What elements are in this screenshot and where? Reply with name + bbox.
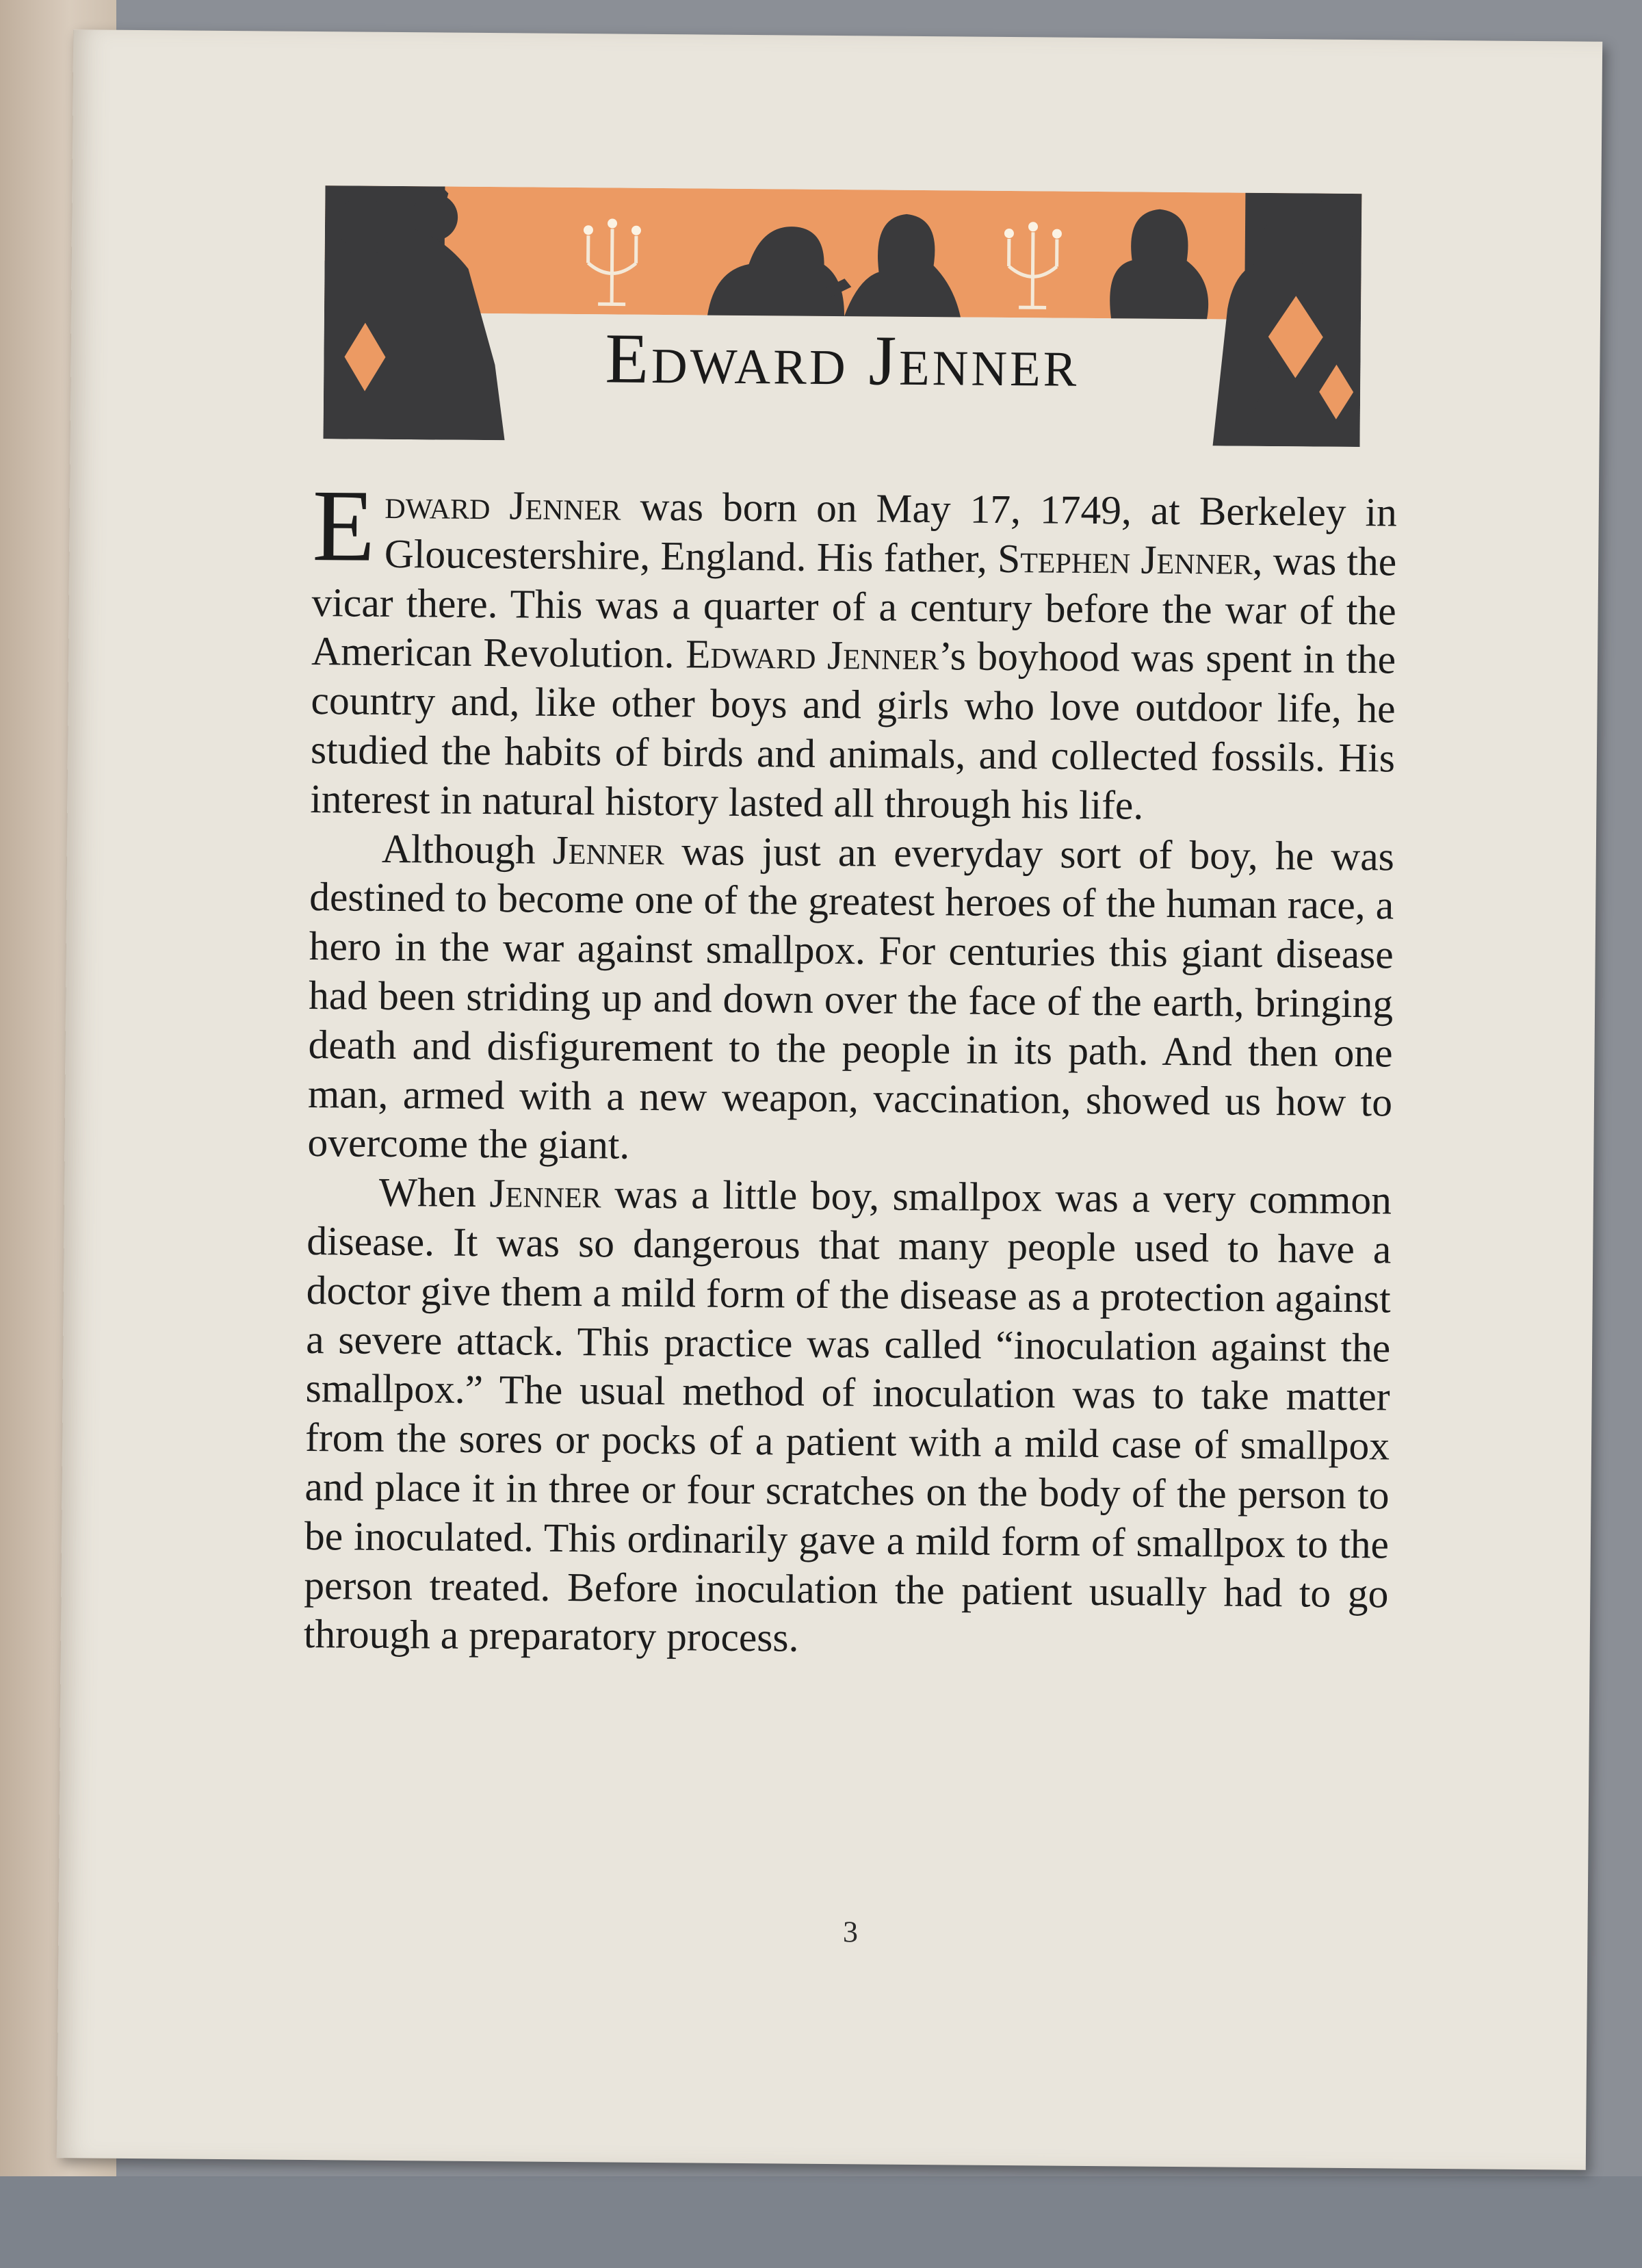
paragraph-text: was a little boy, smallpox was a very common disease. It was so dangerous that many people used to have a doctor give them a mild form of the disease as a protection against a severe attack. This practice was called “inoculation against the smallpox.” The usual method of inoculation was to take matter from the sores or pocks of a patient with a mild case of smallpox and place it in three or four scratches on the body of the person to be inoculated. This ordinarily gave a mild form of smallpox to the person treated. Before inoculation the patient usually had to go through a preparatory process.	[303, 1171, 1392, 1660]
subject-name: Jenner	[489, 1170, 601, 1217]
table-surface	[0, 2176, 1642, 2268]
paragraph-text: ’s boyhood was spent in the country and, like other boys and girls who love outdoor life, he studied the habits of birds and animals, and collected fossils. His interest in natural history lasted all through his life.	[310, 633, 1396, 828]
drop-cap: E	[311, 469, 376, 583]
paragraph-text: was just an everyday sort of boy, he was destined to become one of the greatest heroes of the human race, a hero in the war against smallpox. For centuries this giant disease had been striding up and down over the face of the earth, bringing death and disfigurement to the people in its path. And then one man, armed with a new weapon, vaccination, showed us how to overcome the giant.	[307, 827, 1395, 1168]
paragraph-2	[307, 824, 1394, 1176]
lead-name: dward Jenner	[385, 481, 621, 529]
paragraph-1	[310, 469, 1398, 832]
article-body	[303, 469, 1398, 1668]
paragraph-text: When	[378, 1169, 490, 1216]
paragraph-text: , was the vicar there. This was a quarter of a century before the war of the American Revolution.	[311, 537, 1397, 677]
page-number: 3	[842, 1915, 859, 1949]
paragraph-text: was born on May 17, 1749, at Berkeley in Gloucestershire, England. His father,	[384, 483, 1398, 581]
subject-name: Edward Jenner	[685, 631, 939, 679]
paragraph-3	[304, 1168, 1392, 1667]
book-page	[57, 29, 1602, 2169]
subject-name: Jenner	[552, 827, 665, 873]
father-name: Stephen Jenner	[997, 535, 1253, 583]
page-title: Edward Jenner	[605, 319, 1080, 402]
paragraph-text: Although	[381, 825, 553, 873]
